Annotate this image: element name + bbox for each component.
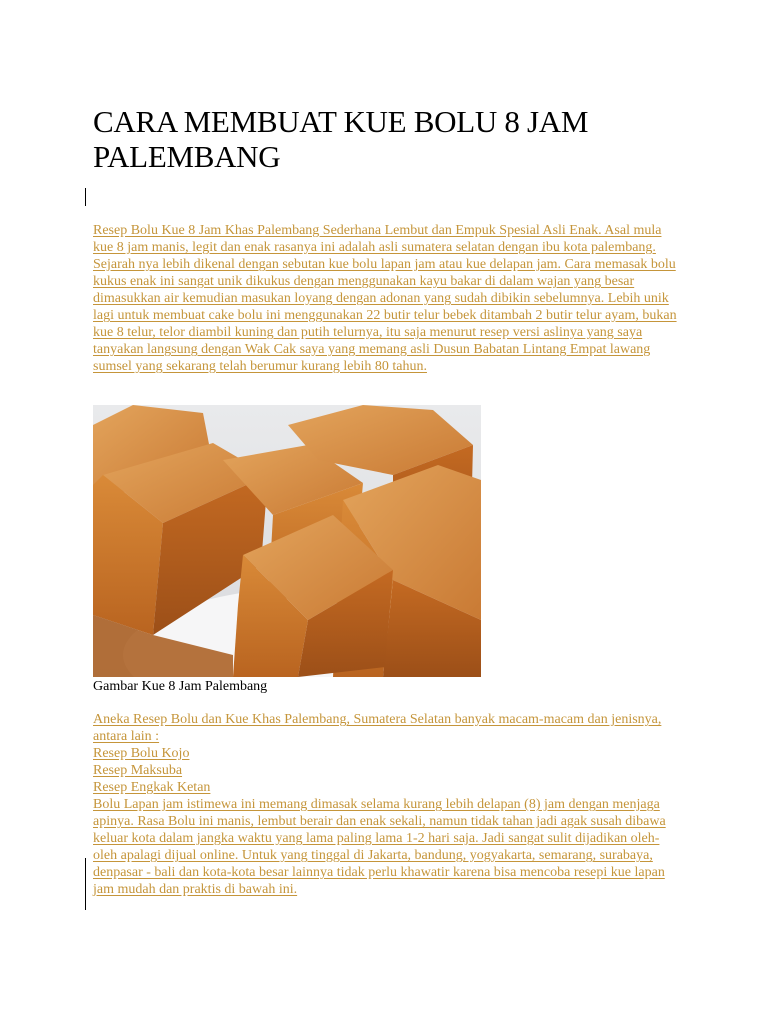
list-intro-link[interactable]: Aneka Resep Bolu dan Kue Khas Palembang, Sumatera Selatan banyak macam-macam dan jenisnya, antara lain : <box>93 712 662 744</box>
page-title <box>93 104 713 174</box>
cake-photo <box>93 405 481 677</box>
intro-link[interactable]: Resep Bolu Kue 8 Jam Khas Palembang Sederhana Lembut dan Empuk Spesial Asli Enak. Asal mula kue 8 jam manis, legit dan enak rasanya ini adalah asli sumatera selatan dengan ibu kota palembang. Sejarah nya lebih dikenal dengan sebutan kue bolu lapan jam atau kue delapan jam. Cara memasak bolu kukus enak ini sangat unik dikukus dengan menggunakan kayu bakar di dalam wajan yang besar dimasukkan air kemudian masukan loyang dengan adonan yang sudah dibikin sebelumnya. Lebih unik lagi untuk membuat cake bolu ini menggunakan 22 butir telur bebek ditambah 2 butir telur ayam, bukan kue 8 telur, telor diambil kuning dan putih telurnya, itu saja menurut resep versi aslinya yang saya tanyakan langsung dengan Wak Cak saya yang memang asli Dusun Babatan Lintang Empat lawang sumsel yang sekarang telah berumur kurang lebih 80 tahun. <box>93 223 677 374</box>
intro-paragraph[interactable] <box>93 222 683 375</box>
margin-marker <box>85 188 86 206</box>
recipe-section <box>93 711 683 898</box>
image-caption: Gambar Kue 8 Jam Palembang <box>93 679 268 694</box>
recipe-link-maksuba[interactable]: Resep Maksuba <box>93 763 183 778</box>
page-title-line-1: CARA MEMBUAT KUE BOLU 8 JAM <box>93 104 589 139</box>
closing-paragraph-link[interactable]: Bolu Lapan jam istimewa ini memang dimasak selama kurang lebih delapan (8) jam dengan menjaga apinya. Rasa Bolu ini manis, lembut berair dan enak sekali, namun tidak tahan jadi agak susah dibawa keluar kota dalam jangka waktu yang lama paling lama 1-2 hari saja. Jadi sangat sulit dijadikan oleh-oleh apalagi dijual online. Untuk yang tinggal di Jakarta, bandung, yogyakarta, semarang, surabaya, denpasar - bali dan kota-kota besar lainnya tidak perlu khawatir karena bisa mencoba resepi kue lapan jam mudah dan praktis di bawah ini. <box>93 797 666 897</box>
recipe-link-engkak-ketan[interactable]: Resep Engkak Ketan <box>93 780 211 795</box>
recipe-link-bolu-kojo[interactable]: Resep Bolu Kojo <box>93 746 190 761</box>
page-title-line-2: PALEMBANG <box>93 139 281 174</box>
cake-image <box>93 405 481 677</box>
margin-marker-bottom <box>85 858 86 910</box>
